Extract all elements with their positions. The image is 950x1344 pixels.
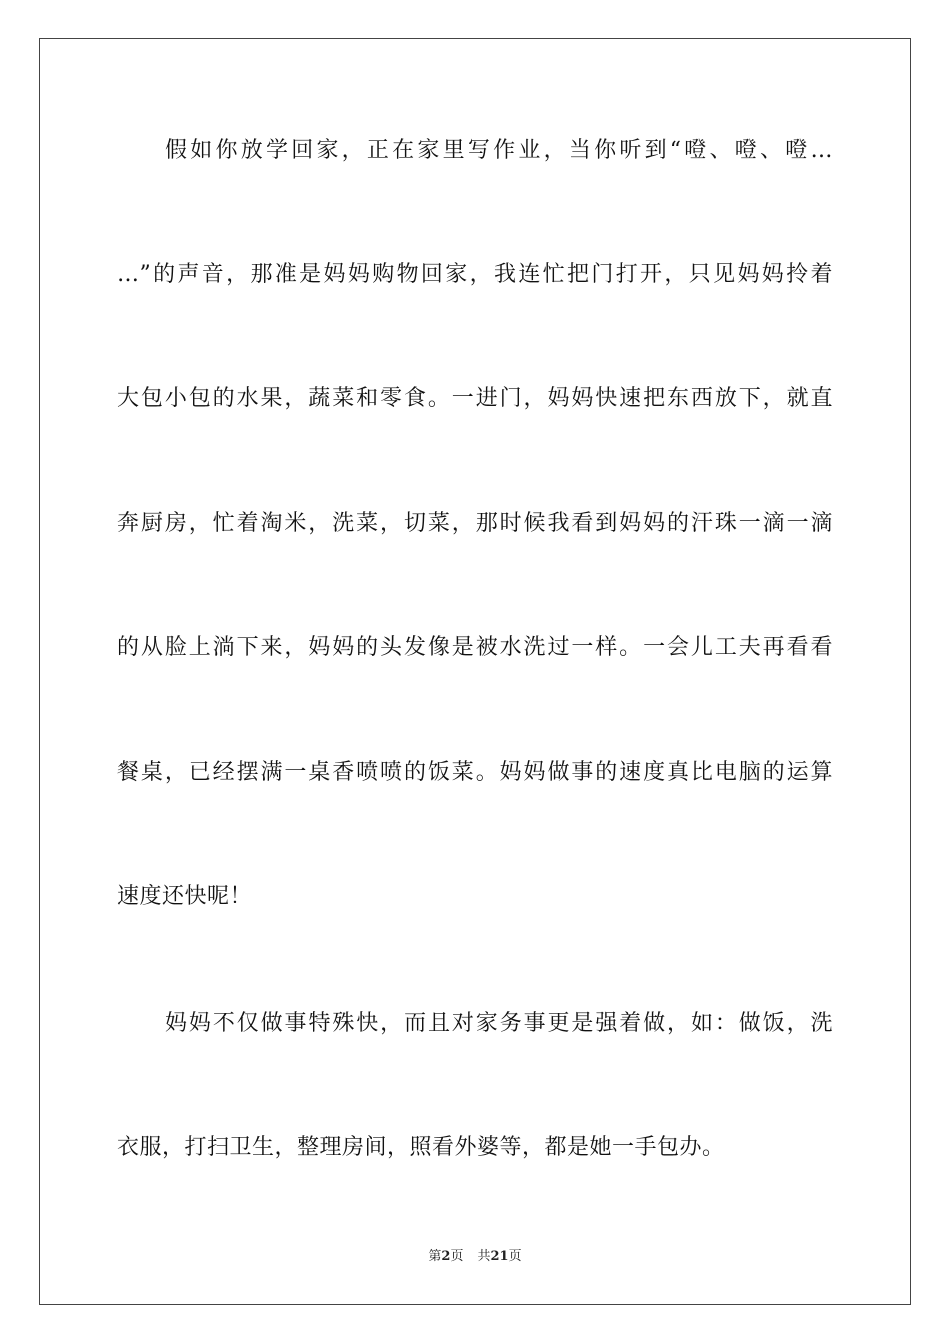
text-line: 速度还快呢！ (117, 884, 253, 909)
text-line: 餐桌，已经摆满一桌香喷喷的饭菜。妈妈做事的速度真比电脑的运算 (117, 760, 833, 785)
text-line: 奔厨房，忙着淘米，洗菜，切菜，那时候我看到妈妈的汗珠一滴一滴 (117, 511, 833, 536)
text-line: 的从脸上淌下来，妈妈的头发像是被水洗过一样。一会儿工夫再看看 (117, 635, 833, 660)
text-line: 妈妈不仅做事特殊快，而且对家务事更是强着做，如：做饭，洗 (165, 1011, 833, 1036)
total-pages: 21 (490, 1249, 509, 1264)
page-number: 2 (441, 1249, 451, 1264)
page-border (39, 38, 911, 1305)
text-line: 假如你放学回家，正在家里写作业，当你听到“噔、噔、噔… (165, 138, 833, 163)
text-line: 大包小包的水果，蔬菜和零食。一进门，妈妈快速把东西放下，就直 (117, 386, 833, 411)
text-line: …”的声音，那准是妈妈购物回家，我连忙把门打开，只见妈妈拎着 (117, 262, 833, 287)
text-line: 衣服，打扫卫生，整理房间，照看外婆等，都是她一手包办。 (117, 1135, 725, 1160)
page-prefix: 第 (428, 1249, 442, 1264)
page-suffix: 页 (450, 1249, 464, 1264)
total-prefix: 共 (477, 1249, 491, 1264)
total-suffix: 页 (508, 1249, 522, 1264)
page-footer (0, 1248, 950, 1266)
